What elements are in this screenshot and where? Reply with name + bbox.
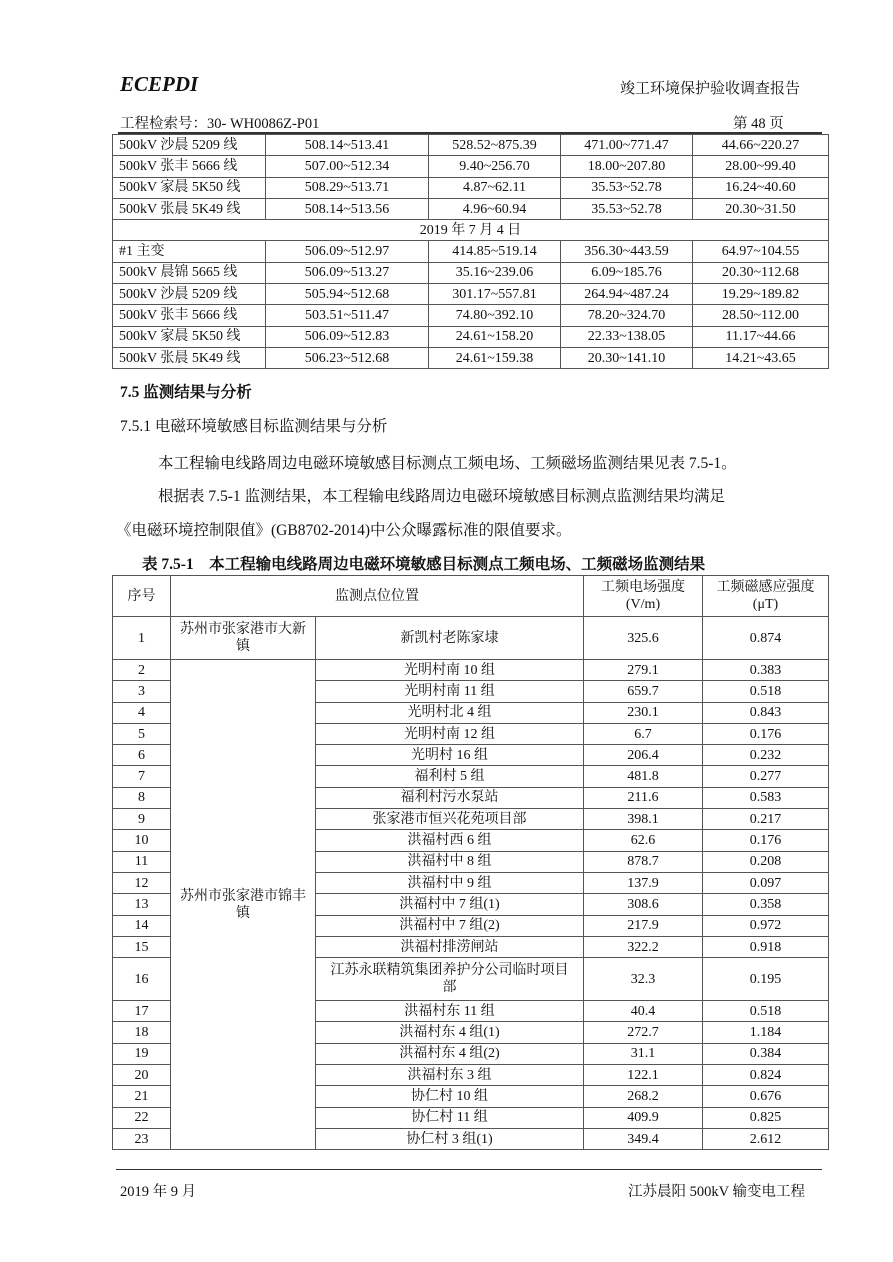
table-cell: 0.824 bbox=[703, 1065, 829, 1086]
table-cell: 74.80~392.10 bbox=[429, 305, 561, 326]
table-cell: 3 bbox=[113, 681, 171, 702]
table-cell: 0.384 bbox=[703, 1043, 829, 1064]
footer-divider bbox=[116, 1169, 822, 1170]
table-cell: 137.9 bbox=[584, 872, 703, 893]
table-cell: 35.53~52.78 bbox=[561, 177, 693, 198]
table-cell: 500kV 沙晨 5209 线 bbox=[113, 284, 266, 305]
table-cell: 1.184 bbox=[703, 1022, 829, 1043]
table-cell: 新凯村老陈家埭 bbox=[316, 617, 584, 660]
table-cell: 0.232 bbox=[703, 745, 829, 766]
table-cell: 35.16~239.06 bbox=[429, 262, 561, 283]
table-cell: 0.518 bbox=[703, 681, 829, 702]
table-cell: 528.52~875.39 bbox=[429, 135, 561, 156]
table-cell: 18.00~207.80 bbox=[561, 156, 693, 177]
table-cell: 洪福村排涝闸站 bbox=[316, 936, 584, 957]
table-cell: 122.1 bbox=[584, 1065, 703, 1086]
table-cell: 301.17~557.81 bbox=[429, 284, 561, 305]
table-row bbox=[113, 660, 829, 681]
town-cell: 苏州市张家港市锦丰镇 bbox=[171, 660, 316, 1150]
table-cell: 206.4 bbox=[584, 745, 703, 766]
table-cell: 15 bbox=[113, 936, 171, 957]
table-cell: 0.918 bbox=[703, 936, 829, 957]
table-cell: 洪福村中 8 组 bbox=[316, 851, 584, 872]
table-cell: 2 bbox=[113, 660, 171, 681]
report-title: 竣工环境保护验收调查报告 bbox=[620, 81, 801, 97]
table-cell: 协仁村 3 组(1) bbox=[316, 1128, 584, 1149]
table-cell: 20.30~112.68 bbox=[693, 262, 829, 283]
table-cell: 507.00~512.34 bbox=[266, 156, 429, 177]
table-cell: 505.94~512.68 bbox=[266, 284, 429, 305]
table-cell: 16 bbox=[113, 958, 171, 1001]
table-cell: 0.518 bbox=[703, 1001, 829, 1022]
table-cell: 6.09~185.76 bbox=[561, 262, 693, 283]
table-cell: 211.6 bbox=[584, 787, 703, 808]
table-row bbox=[113, 617, 829, 660]
table-cell: 0.176 bbox=[703, 723, 829, 744]
table-row bbox=[113, 156, 829, 177]
table-cell: 500kV 沙晨 5209 线 bbox=[113, 135, 266, 156]
table-cell: 0.217 bbox=[703, 809, 829, 830]
table-cell: 6 bbox=[113, 745, 171, 766]
table-cell: 4.87~62.11 bbox=[429, 177, 561, 198]
sensitive-target-results-table bbox=[112, 575, 829, 1150]
table-cell: 光明村南 11 组 bbox=[316, 681, 584, 702]
date-row bbox=[113, 220, 829, 241]
table-cell: 500kV 晨锦 5665 线 bbox=[113, 262, 266, 283]
table-cell: 5 bbox=[113, 723, 171, 744]
table-cell: 0.676 bbox=[703, 1086, 829, 1107]
table-cell: 349.4 bbox=[584, 1128, 703, 1149]
table-cell: 0.583 bbox=[703, 787, 829, 808]
table-cell: 洪福村中 7 组(2) bbox=[316, 915, 584, 936]
table-cell: 16.24~40.60 bbox=[693, 177, 829, 198]
table-cell: 21 bbox=[113, 1086, 171, 1107]
table-cell: 2.612 bbox=[703, 1128, 829, 1149]
table-row bbox=[113, 262, 829, 283]
paragraph-1: 本工程输电线路周边电磁环境敏感目标测点工频电场、工频磁场监测结果见表 7.5-1。 bbox=[158, 455, 737, 472]
table-cell: 28.50~112.00 bbox=[693, 305, 829, 326]
table-cell: 503.51~511.47 bbox=[266, 305, 429, 326]
table-cell: 506.09~513.27 bbox=[266, 262, 429, 283]
table-cell: 0.208 bbox=[703, 851, 829, 872]
table-cell: 35.53~52.78 bbox=[561, 198, 693, 219]
town-cell: 苏州市张家港市大新镇 bbox=[171, 617, 316, 660]
table-cell: 506.09~512.83 bbox=[266, 326, 429, 347]
header-cell: 监测点位位置 bbox=[171, 576, 584, 617]
table-row bbox=[113, 135, 829, 156]
table-cell: 6.7 bbox=[584, 723, 703, 744]
table-cell: 协仁村 11 组 bbox=[316, 1107, 584, 1128]
table-cell: 356.30~443.59 bbox=[561, 241, 693, 262]
table-cell: 洪福村东 11 组 bbox=[316, 1001, 584, 1022]
table-cell: 9.40~256.70 bbox=[429, 156, 561, 177]
table-cell: 217.9 bbox=[584, 915, 703, 936]
table-cell: 0.825 bbox=[703, 1107, 829, 1128]
table-cell: 279.1 bbox=[584, 660, 703, 681]
table-cell: 500kV 张丰 5666 线 bbox=[113, 305, 266, 326]
table-cell: 268.2 bbox=[584, 1086, 703, 1107]
table-cell: 洪福村东 3 组 bbox=[316, 1065, 584, 1086]
table-cell: 272.7 bbox=[584, 1022, 703, 1043]
table-cell: 22.33~138.05 bbox=[561, 326, 693, 347]
table-cell: 24.61~158.20 bbox=[429, 326, 561, 347]
table-cell: 500kV 张晨 5K49 线 bbox=[113, 198, 266, 219]
table-cell: 0.874 bbox=[703, 617, 829, 660]
table-cell: 江苏永联精筑集团养护分公司临时项目部 bbox=[316, 958, 584, 1001]
table-cell: 洪福村中 7 组(1) bbox=[316, 894, 584, 915]
table-cell: 0.097 bbox=[703, 872, 829, 893]
table-cell: 32.3 bbox=[584, 958, 703, 1001]
project-code: 工程检索号：30- WH0086Z-P01 bbox=[120, 116, 320, 132]
table-cell: 78.20~324.70 bbox=[561, 305, 693, 326]
table-cell: 0.195 bbox=[703, 958, 829, 1001]
table-cell: 8 bbox=[113, 787, 171, 808]
table-cell: 福利村 5 组 bbox=[316, 766, 584, 787]
table-cell: 0.176 bbox=[703, 830, 829, 851]
table-cell: 878.7 bbox=[584, 851, 703, 872]
table-cell: 659.7 bbox=[584, 681, 703, 702]
table-cell: 20.30~141.10 bbox=[561, 347, 693, 368]
table-cell: 17 bbox=[113, 1001, 171, 1022]
table-cell: 64.97~104.55 bbox=[693, 241, 829, 262]
table-cell: 4 bbox=[113, 702, 171, 723]
header-cell: 工频电场强度(V/m) bbox=[584, 576, 703, 617]
table-cell: 308.6 bbox=[584, 894, 703, 915]
table-cell: 500kV 家晨 5K50 线 bbox=[113, 326, 266, 347]
table-cell: 协仁村 10 组 bbox=[316, 1086, 584, 1107]
table-cell: 11 bbox=[113, 851, 171, 872]
table-cell: 508.29~513.71 bbox=[266, 177, 429, 198]
table-cell: 500kV 张丰 5666 线 bbox=[113, 156, 266, 177]
table-cell: 230.1 bbox=[584, 702, 703, 723]
paragraph-2: 根据表 7.5-1 监测结果，本工程输电线路周边电磁环境敏感目标测点监测结果均满足 bbox=[158, 488, 726, 505]
table-row bbox=[113, 326, 829, 347]
table-cell: 洪福村中 9 组 bbox=[316, 872, 584, 893]
table-row bbox=[113, 284, 829, 305]
table-cell: 28.00~99.40 bbox=[693, 156, 829, 177]
table-cell: 62.6 bbox=[584, 830, 703, 851]
table-cell: 洪福村东 4 组(2) bbox=[316, 1043, 584, 1064]
table-cell: 洪福村西 6 组 bbox=[316, 830, 584, 851]
table-row bbox=[113, 177, 829, 198]
table-cell: 10 bbox=[113, 830, 171, 851]
table-cell: 洪福村东 4 组(1) bbox=[316, 1022, 584, 1043]
table-cell: 22 bbox=[113, 1107, 171, 1128]
table-cell: 光明村南 10 组 bbox=[316, 660, 584, 681]
section-heading: 7.5 监测结果与分析 bbox=[120, 384, 252, 401]
logo: ECEPDI bbox=[120, 72, 199, 96]
header-row bbox=[113, 576, 829, 617]
table-cell: 506.23~512.68 bbox=[266, 347, 429, 368]
table-cell: 40.4 bbox=[584, 1001, 703, 1022]
table-cell: 508.14~513.56 bbox=[266, 198, 429, 219]
table-cell: 481.8 bbox=[584, 766, 703, 787]
table-cell: 光明村北 4 组 bbox=[316, 702, 584, 723]
table-cell: 19 bbox=[113, 1043, 171, 1064]
page-number: 第 48 页 bbox=[733, 116, 784, 132]
table-cell: 500kV 家晨 5K50 线 bbox=[113, 177, 266, 198]
table-cell: 506.09~512.97 bbox=[266, 241, 429, 262]
monitoring-range-table bbox=[112, 134, 829, 369]
table-cell: 20 bbox=[113, 1065, 171, 1086]
table-cell: 0.358 bbox=[703, 894, 829, 915]
table-cell: 0.972 bbox=[703, 915, 829, 936]
table-cell: 4.96~60.94 bbox=[429, 198, 561, 219]
table-cell: 23 bbox=[113, 1128, 171, 1149]
table-cell: 福利村污水泵站 bbox=[316, 787, 584, 808]
table-cell: 12 bbox=[113, 872, 171, 893]
table-cell: 508.14~513.41 bbox=[266, 135, 429, 156]
table-cell: 7 bbox=[113, 766, 171, 787]
date-cell: 2019 年 7 月 4 日 bbox=[113, 220, 829, 241]
table-cell: #1 主变 bbox=[113, 241, 266, 262]
table-cell: 398.1 bbox=[584, 809, 703, 830]
table-cell: 光明村 16 组 bbox=[316, 745, 584, 766]
table-cell: 1 bbox=[113, 617, 171, 660]
footer-project: 江苏晨阳 500kV 输变电工程 bbox=[628, 1184, 805, 1200]
paragraph-2-cont: 《电磁环境控制限值》(GB8702-2014)中公众曝露标准的限值要求。 bbox=[116, 522, 572, 539]
table-cell: 14 bbox=[113, 915, 171, 936]
table-cell: 322.2 bbox=[584, 936, 703, 957]
table-cell: 19.29~189.82 bbox=[693, 284, 829, 305]
table-cell: 264.94~487.24 bbox=[561, 284, 693, 305]
footer-date: 2019 年 9 月 bbox=[120, 1184, 197, 1200]
table-cell: 409.9 bbox=[584, 1107, 703, 1128]
table-cell: 13 bbox=[113, 894, 171, 915]
table-cell: 0.383 bbox=[703, 660, 829, 681]
table-cell: 18 bbox=[113, 1022, 171, 1043]
table-cell: 325.6 bbox=[584, 617, 703, 660]
table-cell: 0.277 bbox=[703, 766, 829, 787]
table-cell: 光明村南 12 组 bbox=[316, 723, 584, 744]
table-cell: 张家港市恒兴花苑项目部 bbox=[316, 809, 584, 830]
table-cell: 471.00~771.47 bbox=[561, 135, 693, 156]
table-row bbox=[113, 305, 829, 326]
header-cell: 序号 bbox=[113, 576, 171, 617]
table-cell: 44.66~220.27 bbox=[693, 135, 829, 156]
table-cell: 500kV 张晨 5K49 线 bbox=[113, 347, 266, 368]
table-cell: 0.843 bbox=[703, 702, 829, 723]
subsection-heading: 7.5.1 电磁环境敏感目标监测结果与分析 bbox=[120, 418, 388, 435]
table-cell: 9 bbox=[113, 809, 171, 830]
table-cell: 14.21~43.65 bbox=[693, 347, 829, 368]
table-row bbox=[113, 347, 829, 368]
table-cell: 20.30~31.50 bbox=[693, 198, 829, 219]
table-caption: 表 7.5-1 本工程输电线路周边电磁环境敏感目标测点工频电场、工频磁场监测结果 bbox=[142, 556, 706, 573]
table-row bbox=[113, 241, 829, 262]
table-row bbox=[113, 198, 829, 219]
table-cell: 24.61~159.38 bbox=[429, 347, 561, 368]
header-cell: 工频磁感应强度(μT) bbox=[703, 576, 829, 617]
table-cell: 414.85~519.14 bbox=[429, 241, 561, 262]
table-cell: 31.1 bbox=[584, 1043, 703, 1064]
table-cell: 11.17~44.66 bbox=[693, 326, 829, 347]
